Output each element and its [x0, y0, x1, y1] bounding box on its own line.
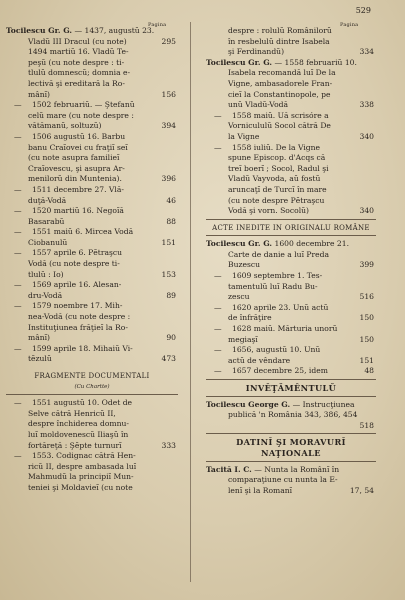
index-entry-line [6, 472, 178, 483]
page-reference: 340 [359, 131, 374, 141]
page-reference: 151 [161, 237, 176, 247]
index-entry-line [206, 37, 376, 48]
page-reference: 340 [359, 206, 374, 216]
index-entry-line [206, 282, 376, 293]
entry-dash: — [214, 271, 222, 281]
page-reference: 473 [161, 354, 176, 364]
page-reference: 46 [166, 195, 176, 205]
index-entry-line [206, 260, 376, 271]
page-reference: 338 [359, 100, 374, 110]
entry-text: 1579 noembre 17. Mih- [32, 301, 123, 311]
entry-text: Vodă şi vorn. Socolŭ) [228, 206, 309, 216]
entry-dash: — [14, 398, 22, 408]
index-entry-line [6, 174, 178, 185]
index-entry-line [206, 410, 376, 421]
index-entry-line [206, 356, 376, 367]
column-divider [190, 22, 191, 582]
index-entry-line [206, 239, 376, 250]
entry-text: 1557 aprile 6. Pĕtraşcu [32, 248, 123, 258]
entry-dash: — [14, 131, 22, 141]
index-entry-line [6, 323, 178, 334]
page-reference: 48 [364, 366, 374, 376]
index-entry-line [6, 206, 178, 217]
section-rule [206, 461, 376, 462]
left-entries [6, 26, 178, 365]
entry-text: Isabela recomandă luĭ De la [228, 68, 336, 78]
index-entry-line [6, 419, 178, 430]
index-entry-line [206, 111, 376, 122]
entry-text: tlulŭ : Io) [28, 269, 64, 279]
section-title-invetamantul: INVĔŢĂMÊNTULŬ [245, 383, 337, 393]
entry-dash: — [14, 248, 22, 258]
acte-entries [206, 239, 376, 377]
entry-text: 1628 maiŭ. Mărturia unorŭ [232, 324, 338, 334]
entry-text: zescu [228, 292, 250, 302]
author-name: Tocilescu Gr. G. [206, 57, 273, 67]
index-entry-line [206, 206, 376, 217]
column-header-right: Pagina [340, 22, 359, 28]
index-entry-line [6, 217, 178, 228]
entry-dash: — [14, 451, 22, 461]
page-reference: 396 [161, 174, 176, 184]
index-entry-line [206, 68, 376, 79]
index-entry-line [206, 345, 376, 356]
entry-text: actŭ de vêndare [228, 355, 291, 365]
index-entry-line [6, 344, 178, 355]
entry-text: spune Episcop. d'Acqs că [228, 153, 326, 163]
entry-text: Vigne, ambasadorele Fran- [228, 78, 333, 88]
page-reference: 90 [166, 333, 176, 343]
page-reference: 295 [161, 36, 176, 46]
page-reference: 394 [161, 121, 176, 131]
index-entry-line [206, 196, 376, 207]
index-entry-line [206, 313, 376, 324]
index-entry-line [206, 153, 376, 164]
entry-text: tĕzulŭ [28, 354, 52, 364]
entry-dash: — [14, 343, 22, 353]
entry-text: comparaţiune cu nunta la E- [228, 475, 338, 485]
page-reference: 89 [166, 290, 176, 300]
page-reference: 150 [359, 334, 374, 344]
entry-text: şi Ferdinandŭ) [228, 47, 285, 57]
entry-text: — Instrucţiunea [290, 399, 355, 409]
entry-text: duţă-Vodă [28, 195, 67, 205]
section-subtitle-fragmente: (Cu Chartte) [74, 383, 110, 390]
author-name: Tocilescu Gr. G. [206, 239, 273, 249]
entry-text: 1502 februariŭ. — Ştefanŭ [32, 100, 135, 110]
entry-text: Vodă (cu note despre ti- [28, 259, 120, 269]
index-entry-line [6, 47, 178, 58]
index-entry-line [206, 47, 376, 58]
index-entry-line [206, 475, 376, 486]
index-entry-line [6, 79, 178, 90]
index-entry-line [206, 303, 376, 314]
index-entry-line [6, 441, 178, 452]
entry-text: mânĭ) [28, 333, 51, 343]
entry-text: Vladŭ Vayvoda, aŭ fostŭ [228, 174, 321, 184]
right-column [206, 26, 376, 496]
index-entry-line [6, 462, 178, 473]
section-title-datini: DATINĬ ŞI MORAVURĬ NAŢIONALE [236, 437, 346, 458]
entry-text: Mahmudŭ la principiĭ Mun- [28, 472, 134, 482]
index-entry-line [6, 259, 178, 270]
index-entry-line [206, 174, 376, 185]
index-entry-line [206, 250, 376, 261]
entry-dash: — [214, 302, 222, 312]
page-reference: 399 [359, 260, 374, 270]
entry-text: aruncaţĭ de Turcĭ în mare [228, 184, 327, 194]
index-entry-line [206, 400, 376, 411]
entry-text: Vladŭ III Dracul (cu note) [28, 36, 127, 46]
index-entry-line [6, 143, 178, 154]
index-entry-line [206, 292, 376, 303]
entry-text: cieĭ la Constantinopole, pe [228, 89, 331, 99]
entry-text: despre : rolulŭ Românilorŭ [228, 26, 332, 35]
entry-text: teniei şi Moldavieĭ (cu note [28, 482, 133, 492]
entry-dash: — [14, 184, 22, 194]
entry-text: fortăreţă : Şĕpte turnurĭ [28, 440, 122, 450]
entry-text: Craĭovescu, şi asupra Ar- [28, 163, 125, 173]
entry-text: tamentulŭ luĭ Radu Bu- [228, 281, 318, 291]
entry-text: megiaşĭ [228, 334, 258, 344]
index-entry-line [6, 280, 178, 291]
entry-text: 1551 augustŭ 10. Odet de [32, 398, 133, 408]
index-entry-line [6, 153, 178, 164]
entry-text: 1494 martiŭ 16. Vladŭ Te- [28, 47, 129, 57]
section-rule [206, 219, 376, 220]
section-rule [6, 394, 178, 395]
index-entry-line [206, 100, 376, 111]
index-entry-line [206, 335, 376, 346]
entry-text: la Vigne [228, 131, 260, 141]
entry-text: Vornicululŭ Socol cătră De [228, 121, 331, 131]
entry-text: 1620 aprile 23. Unŭ actŭ [232, 302, 329, 312]
entry-text: 1511 decembre 27. Vlă- [32, 184, 124, 194]
entry-dash: — [214, 110, 222, 120]
index-entry-line [206, 121, 376, 132]
entry-text: lenĭ şi la Romanĭ [228, 485, 293, 495]
index-entry-line [206, 421, 376, 432]
entry-text: publică 'n România 343, 386, 454 [228, 410, 358, 420]
entry-text: (cu note asupra familieĭ [28, 153, 120, 163]
entry-text: celŭ mare (cu note despre : [28, 110, 134, 120]
entry-text: treĭ boerĭ ; Socol, Radul şi [228, 163, 329, 173]
index-entry-line [6, 483, 178, 494]
author-name: Tocilescu George G. [206, 399, 291, 409]
entry-text: de înfrăţire [228, 313, 272, 323]
fragmente-entries [6, 398, 178, 493]
index-entry-line [206, 143, 376, 154]
index-entry-line [6, 301, 178, 312]
index-entry-line [206, 164, 376, 175]
index-entry-line [206, 79, 376, 90]
index-entry-line [6, 354, 178, 365]
index-entry-line [6, 312, 178, 323]
index-entry-line [6, 164, 178, 175]
entry-text: 1657 decembre 25, idem [232, 366, 328, 376]
entry-text: — 1437, augustŭ 23. [72, 26, 155, 35]
entry-text: nea-Vodă (cu note despre : [28, 312, 131, 322]
entry-text: Instituţiunea frăţieĭ la Ro- [28, 322, 128, 332]
section-rule [206, 396, 376, 397]
index-entry-line [6, 132, 178, 143]
entry-text: despre închiderea domnu- [28, 419, 129, 429]
right-entries [206, 26, 376, 217]
entry-text: unŭ Vladŭ-Vodă [228, 100, 289, 110]
page-reference: 17, 54 [349, 485, 374, 495]
entry-dash: — [214, 366, 222, 376]
invetamantul-entries [206, 400, 376, 432]
entry-text: 1569 aprile 16. Alesan- [32, 280, 122, 290]
section-title-acte: ACTE INEDITE IN ORIGINALU ROMÂNE [212, 223, 370, 232]
entry-text: 1506 augustŭ 16. Barbu [32, 131, 126, 141]
index-entry-line [6, 68, 178, 79]
entry-dash: — [214, 345, 222, 355]
index-entry-line [206, 185, 376, 196]
entry-text: banu Craĭovei cu fraţiĭ seĭ [28, 142, 128, 152]
entry-text: lectivă şi ereditară la Ro- [28, 78, 125, 88]
index-entry-line [6, 398, 178, 409]
entry-text: ricŭ II, despre ambasada luĭ [28, 461, 137, 471]
section-rule [206, 235, 376, 236]
entry-text: 1520 martiŭ 16. Negoĭă [32, 206, 124, 216]
entry-text: 1600 decembre 21. [272, 239, 350, 249]
entry-text: tlulŭ domnescŭ; domnia e- [28, 68, 131, 78]
entry-dash: — [14, 227, 22, 237]
index-entry-line [6, 409, 178, 420]
entry-text: 1553. Codignac cătră Hen- [32, 451, 136, 461]
section-rule [206, 379, 376, 380]
entry-text: 1551 maiŭ 6. Mircea Vodă [32, 227, 134, 237]
entry-text: — Nunta la Românĭ în [251, 464, 340, 474]
entry-dash: — [14, 206, 22, 216]
entry-dash: — [14, 100, 22, 110]
page-reference: 518 [359, 420, 374, 430]
entry-text: menilorŭ din Muntenia). [28, 174, 122, 184]
page-reference: 153 [161, 269, 176, 279]
page-reference: 88 [166, 216, 176, 226]
page-reference: 156 [161, 89, 176, 99]
index-entry-line [206, 366, 376, 377]
datini-entries [206, 465, 376, 497]
entry-text: Carte de danie a luĭ Preda [228, 249, 330, 259]
page-reference: 333 [161, 440, 176, 450]
index-entry-line [206, 486, 376, 497]
index-entry-line [6, 270, 178, 281]
entry-text: 1599 aprile 18. Mihaiŭ Vi- [32, 343, 133, 353]
entry-text: Selve cătră Henricŭ II, [28, 408, 116, 418]
index-entry-line [6, 227, 178, 238]
section-title-fragmente: FRAGMENTE DOCUMENTALI [34, 372, 150, 380]
left-column [6, 26, 178, 494]
index-entry-line [206, 26, 376, 37]
page-reference: 151 [359, 355, 374, 365]
entry-dash: — [214, 324, 222, 334]
page-reference: 516 [359, 292, 374, 302]
index-entry-line [6, 121, 178, 132]
index-entry-line [206, 90, 376, 101]
entry-dash: — [14, 280, 22, 290]
index-entry-line [6, 430, 178, 441]
index-entry-line [206, 271, 376, 282]
index-entry-line [6, 196, 178, 207]
entry-text: 1609 septembre 1. Tes- [232, 271, 323, 281]
entry-text: (cu note despre Pĕtraşcu [228, 195, 325, 205]
entry-text: 1558 iuliŭ. De la Vigne [232, 142, 321, 152]
entry-text: peşŭ (cu note despre : ti- [28, 57, 125, 67]
entry-text: 1656, augustŭ 10. Unŭ [232, 345, 321, 355]
index-entry-line [6, 185, 178, 196]
entry-text: 1558 maiŭ. Uă scrisóre a [232, 110, 329, 120]
entry-text: — 1558 februariŭ 10. [272, 57, 357, 67]
index-entry-line [6, 90, 178, 101]
index-entry-line [6, 37, 178, 48]
index-entry-line [6, 248, 178, 259]
index-entry-line [6, 26, 178, 37]
entry-text: luĭ moldovenescŭ Iliaşŭ în [28, 429, 129, 439]
index-entry-line [6, 100, 178, 111]
entry-text: Buzescu [228, 260, 261, 270]
index-entry-line [6, 111, 178, 122]
entry-text: Ciobanulŭ [28, 237, 68, 247]
index-entry-line [206, 132, 376, 143]
page-reference: 150 [359, 313, 374, 323]
entry-dash: — [214, 142, 222, 152]
author-name: Tacită I. C. [206, 464, 252, 474]
index-entry-line [6, 291, 178, 302]
page-number: 529 [355, 6, 371, 15]
column-header-left: Pagina [148, 22, 167, 28]
index-entry-line [206, 465, 376, 476]
page-reference: 334 [359, 47, 374, 57]
section-rule [206, 433, 376, 434]
entry-text: dru-Vodă [28, 290, 63, 300]
author-name: Tocilescu Gr. G. [6, 26, 73, 35]
entry-text: mânĭ) [28, 89, 51, 99]
entry-text: în resbelulŭ dintre Isabela [228, 36, 330, 46]
index-entry-line [6, 451, 178, 462]
entry-text: vătămanŭ, soltuzŭ) [28, 121, 102, 131]
index-entry-line [206, 324, 376, 335]
entry-text: Basarabŭ [28, 216, 65, 226]
index-entry-line [206, 58, 376, 69]
index-entry-line [6, 238, 178, 249]
entry-dash: — [14, 301, 22, 311]
index-entry-line [6, 333, 178, 344]
index-entry-line [6, 58, 178, 69]
